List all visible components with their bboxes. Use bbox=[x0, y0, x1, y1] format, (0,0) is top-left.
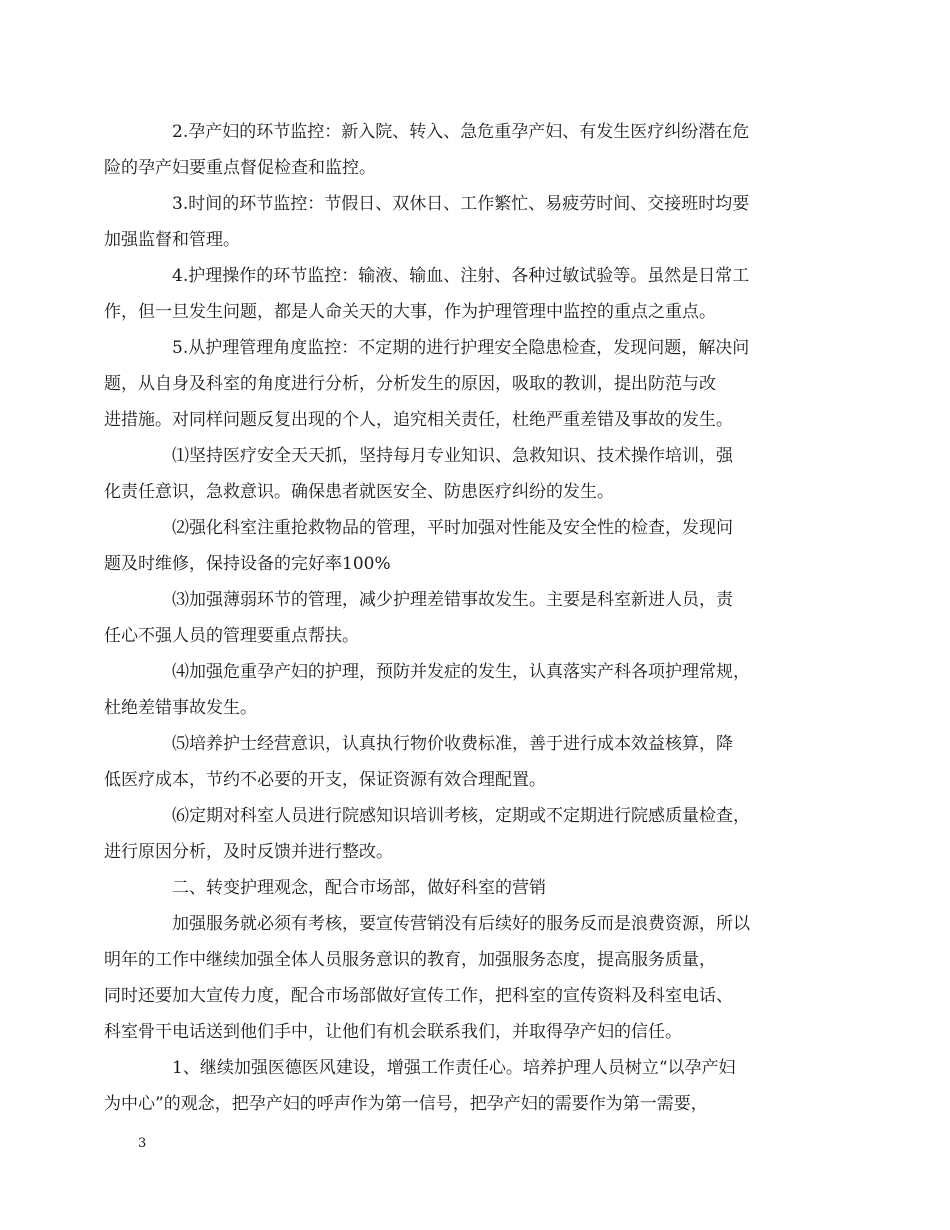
text-line: 5.从护理管理角度监控：不定期的进行护理安全隐患检查，发现问题，解决问 bbox=[172, 338, 750, 358]
text-line: ⑷加强危重孕产妇的护理，预防并发症的发生，认真落实产科各项护理常规， bbox=[172, 662, 750, 682]
text-line: 进行原因分析，及时反馈并进行整改。 bbox=[104, 842, 393, 862]
text-line: 同时还要加大宣传力度，配合市场部做好宣传工作，把科室的宣传资料及科室电话、 bbox=[104, 986, 733, 1006]
paragraph-item-1 bbox=[104, 438, 813, 510]
text-line: ⑹定期对科室人员进行院感知识培训考核，定期或不定期进行院感质量检查， bbox=[172, 806, 750, 826]
text-line: 杜绝差错事故发生。 bbox=[104, 698, 257, 718]
paragraph-time-monitoring bbox=[104, 186, 813, 258]
text-line: 3.时间的环节监控：节假日、双休日、工作繁忙、易疲劳时间、交接班时均要 bbox=[172, 194, 750, 214]
text-line: 作，但一旦发生问题，都是人命关天的大事，作为护理管理中监控的重点之重点。 bbox=[104, 302, 716, 322]
text-line: 题及时维修，保持设备的完好率100% bbox=[104, 554, 391, 574]
text-line: 4.护理操作的环节监控：输液、输血、注射、各种过敏试验等。虽然是日常工 bbox=[172, 266, 750, 286]
text-line: 任心不强人员的管理要重点帮扶。 bbox=[104, 626, 359, 646]
text-line: 为中心”的观念，把孕产妇的呼声作为第一信号，把孕产妇的需要作为第一需要， bbox=[104, 1094, 708, 1114]
paragraph-management-monitoring bbox=[104, 330, 813, 438]
paragraph-item-5 bbox=[104, 726, 813, 798]
text-line: ⑸培养护士经营意识，认真执行物价收费标准，善于进行成本效益核算，降 bbox=[172, 734, 733, 754]
text-line: 险的孕产妇要重点督促检查和监控。 bbox=[104, 158, 376, 178]
text-line: 进措施。对同样问题反复出现的个人，追究相关责任，杜绝严重差错及事故的发生。 bbox=[104, 410, 733, 430]
text-line: 加强服务就必须有考核，要宣传营销没有后续好的服务反而是浪费资源，所以 bbox=[172, 914, 750, 934]
text-line: 明年的工作中继续加强全体人员服务意识的教育，加强服务态度，提高服务质量， bbox=[104, 950, 716, 970]
page-number: 3 bbox=[138, 1136, 147, 1151]
paragraph-operation-monitoring bbox=[104, 258, 813, 330]
paragraph-item-4 bbox=[104, 654, 813, 726]
text-line: 化责任意识，急救意识。确保患者就医安全、防患医疗纠纷的发生。 bbox=[104, 482, 614, 502]
text-line: ⑶加强薄弱环节的管理，减少护理差错事故发生。主要是科室新进人员，责 bbox=[172, 590, 733, 610]
paragraph-ethics bbox=[104, 1050, 813, 1122]
paragraph-patient-monitoring bbox=[104, 114, 813, 186]
paragraph-item-2 bbox=[104, 510, 813, 582]
paragraph-item-6 bbox=[104, 798, 813, 870]
section-heading bbox=[138, 870, 813, 906]
text-line: 加强监督和管理。 bbox=[104, 230, 240, 250]
paragraph-service-marketing bbox=[104, 906, 813, 1050]
paragraph-item-3 bbox=[104, 582, 813, 654]
text-line: 科室骨干电话送到他们手中，让他们有机会联系我们，并取得孕产妇的信任。 bbox=[104, 1022, 682, 1042]
text-line: ⑵强化科室注重抢救物品的管理，平时加强对性能及安全性的检查，发现问 bbox=[172, 518, 733, 538]
text-line: 1、继续加强医德医风建设，增强工作责任心。培养护理人员树立“以孕产妇 bbox=[172, 1058, 736, 1078]
text-line: 低医疗成本，节约不必要的开支，保证资源有效合理配置。 bbox=[104, 770, 546, 790]
text-line: 题，从自身及科室的角度进行分析，分析发生的原因，吸取的教训，提出防范与改 bbox=[104, 374, 716, 394]
document-body bbox=[104, 114, 813, 1122]
text-line: ⑴坚持医疗安全天天抓，坚持每月专业知识、急救知识、技术操作培训，强 bbox=[172, 446, 733, 466]
text-line: 2.孕产妇的环节监控：新入院、转入、急危重孕产妇、有发生医疗纠纷潜在危 bbox=[172, 122, 750, 142]
text-line: 二、转变护理观念，配合市场部，做好科室的营销 bbox=[172, 878, 546, 898]
